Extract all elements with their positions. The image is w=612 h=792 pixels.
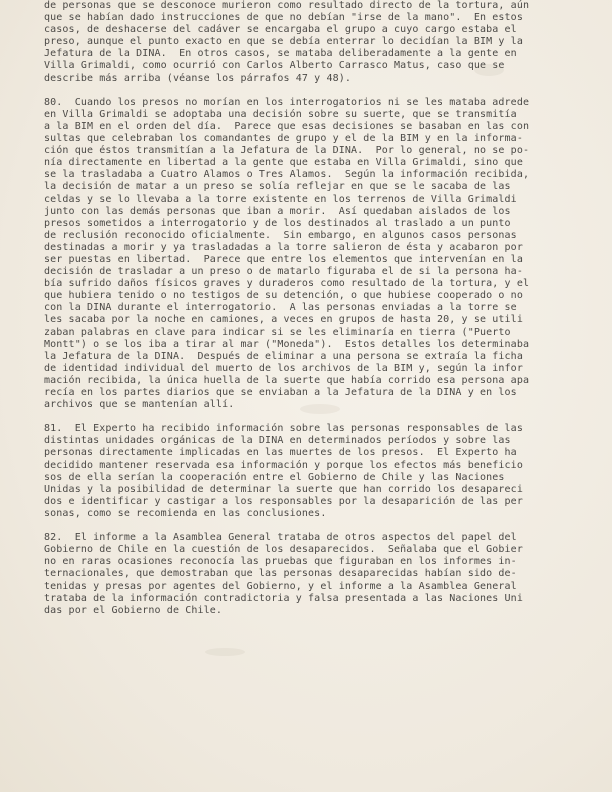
text-line: a la BIM en el orden del día. Parece que esas decisiones se basaban en las con bbox=[44, 120, 530, 132]
text-line: presos sometidos a interrogatorio y de los destinados al traslado a un punto bbox=[44, 217, 511, 229]
text-line: 81. El Experto ha recibido información sobre las personas responsables de las bbox=[44, 423, 523, 435]
text-line: con la DINA durante el interrogatorio. A las personas enviadas a la torre se bbox=[44, 302, 517, 314]
text-line: zaban palabras en clave para indicar si se les eliminaría en tierra ("Puerto bbox=[44, 326, 511, 338]
text-line: Villa Grimaldi, como ocurrió con Carlos Alberto Carrasco Matus, caso que se bbox=[44, 60, 505, 72]
paragraph-80 bbox=[44, 96, 530, 411]
text-line: de personas que se desconoce murieron como resultado directo de la tortura, aún bbox=[44, 0, 530, 11]
text-line: en Villa Grimaldi se adoptaba una decisión sobre su suerte, que se transmitía bbox=[44, 108, 517, 120]
text-line: se la trasladaba a Cuatro Alamos o Tres Alamos. Según la información recibida, bbox=[44, 169, 530, 181]
text-line: archivos que se mantenían allí. bbox=[44, 399, 235, 411]
document-body bbox=[44, 0, 530, 617]
text-line: ternacionales, que demostraban que las personas desaparecidas habían sido de- bbox=[44, 568, 517, 580]
text-line: describe más arriba (véanse los párrafos 47 y 48). bbox=[44, 72, 352, 84]
text-line: celdas y se lo llevaba a la torre existente en los terrenos de Villa Grimaldi bbox=[44, 193, 517, 205]
text-line: la decisión de matar a un preso se solía reflejar en que se le sacaba de las bbox=[44, 181, 511, 193]
text-line: nía directamente en libertad a la gente que estaba en Villa Grimaldi, sino que bbox=[44, 157, 523, 169]
text-line: mación recibida, la única huella de la suerte que había corrido esa persona apa bbox=[44, 374, 530, 386]
text-line: tenidas y presas por agentes del Gobierno, y el informe a la Asamblea General bbox=[44, 580, 517, 592]
text-line: sonas, como se recomienda en las conclusiones. bbox=[44, 507, 327, 519]
text-line: 82. El informe a la Asamblea General trataba de otros aspectos del papel del bbox=[44, 532, 517, 544]
text-line: bía sufrido daños físicos graves y duraderos como resultado de la tortura, y el bbox=[44, 278, 530, 290]
text-line: preso, aunque el punto exacto en que se debía enterrar lo decidían la BIM y la bbox=[44, 36, 523, 48]
text-line: Jefatura de la DINA. En otros casos, se mataba deliberadamente a la gente en bbox=[44, 48, 517, 60]
text-line: de identidad individual del muerto de los archivos de la BIM y, según la infor bbox=[44, 362, 523, 374]
text-line: no en raras ocasiones reconocía las pruebas que figuraban en los informes in- bbox=[44, 556, 517, 568]
text-line: Montt") o se los iba a tirar al mar ("Moneda"). Estos detalles los determinaba bbox=[44, 338, 530, 350]
text-line: que se habían dado instrucciones de que no debían "irse de la mano". En estos bbox=[44, 12, 523, 24]
paragraph-82 bbox=[44, 532, 522, 617]
text-line: personas directamente implicadas en las muertes de los presos. El Experto ha bbox=[44, 447, 517, 459]
text-line: destinadas a morir y ya trasladadas a la torre salieron de ésta y acabaron por bbox=[44, 241, 523, 253]
text-line: que hubiera tenido o no testigos de su detención, o que hubiese cooperado o no bbox=[44, 290, 523, 302]
text-line: sultas que celebraban los comandantes de grupo y el de la BIM y en la informa- bbox=[44, 133, 523, 145]
text-line: Gobierno de Chile en la cuestión de los desaparecidos. Señalaba que el Gobier bbox=[44, 544, 523, 556]
paper-stain bbox=[205, 648, 245, 656]
text-line: 80. Cuando los presos no morían en los interrogatorios ni se les mataba adrede bbox=[44, 96, 530, 108]
text-line: sos de ella serían la cooperación entre el Gobierno de Chile y las Naciones bbox=[44, 471, 505, 483]
text-line: distintas unidades orgánicas de la DINA en determinados períodos y sobre las bbox=[44, 435, 511, 447]
text-line: decisión de trasladar a un preso o de matarlo figuraba el de si la persona ha- bbox=[44, 266, 523, 278]
text-line: ción que éstos transmitían a la Jefatura de la DINA. Por lo general, no se po- bbox=[44, 145, 530, 157]
text-line: de reclusión reconocido oficialmente. Sin embargo, en algunos casos personas bbox=[44, 229, 517, 241]
text-line: junto con las demás personas que iban a morir. Así quedaban aislados de los bbox=[44, 205, 511, 217]
text-line: ser puestas en libertad. Parece que entre los elementos que intervenían en la bbox=[44, 253, 523, 265]
text-line: recía en los partes diarios que se enviaban a la Jefatura de la DINA y en los bbox=[44, 387, 517, 398]
text-line: Unidas y la posibilidad de determinar la suerte que han corrido los desapareci bbox=[44, 483, 523, 495]
paragraph-81 bbox=[44, 423, 522, 520]
text-line: la Jefatura de la DINA. Después de eliminar a una persona se extraía la ficha bbox=[44, 350, 523, 362]
paragraph-79-end bbox=[44, 0, 530, 85]
text-line: das por el Gobierno de Chile. bbox=[44, 604, 223, 616]
text-line: casos, de deshacerse del cadáver se encargaba el grupo a cuyo cargo estaba el bbox=[44, 24, 517, 36]
text-line: les sacaba por la noche en camiones, a veces en grupos de hasta 20, y se utili bbox=[44, 314, 523, 326]
text-line: decidido mantener reservada esa información y porque los efectos más beneficio bbox=[44, 459, 523, 471]
text-line: dos e identificar y castigar a los responsables por la desaparición de las per bbox=[44, 495, 523, 507]
text-line: trataba de la información contradictoria y falsa presentada a las Naciones Uni bbox=[44, 592, 523, 604]
